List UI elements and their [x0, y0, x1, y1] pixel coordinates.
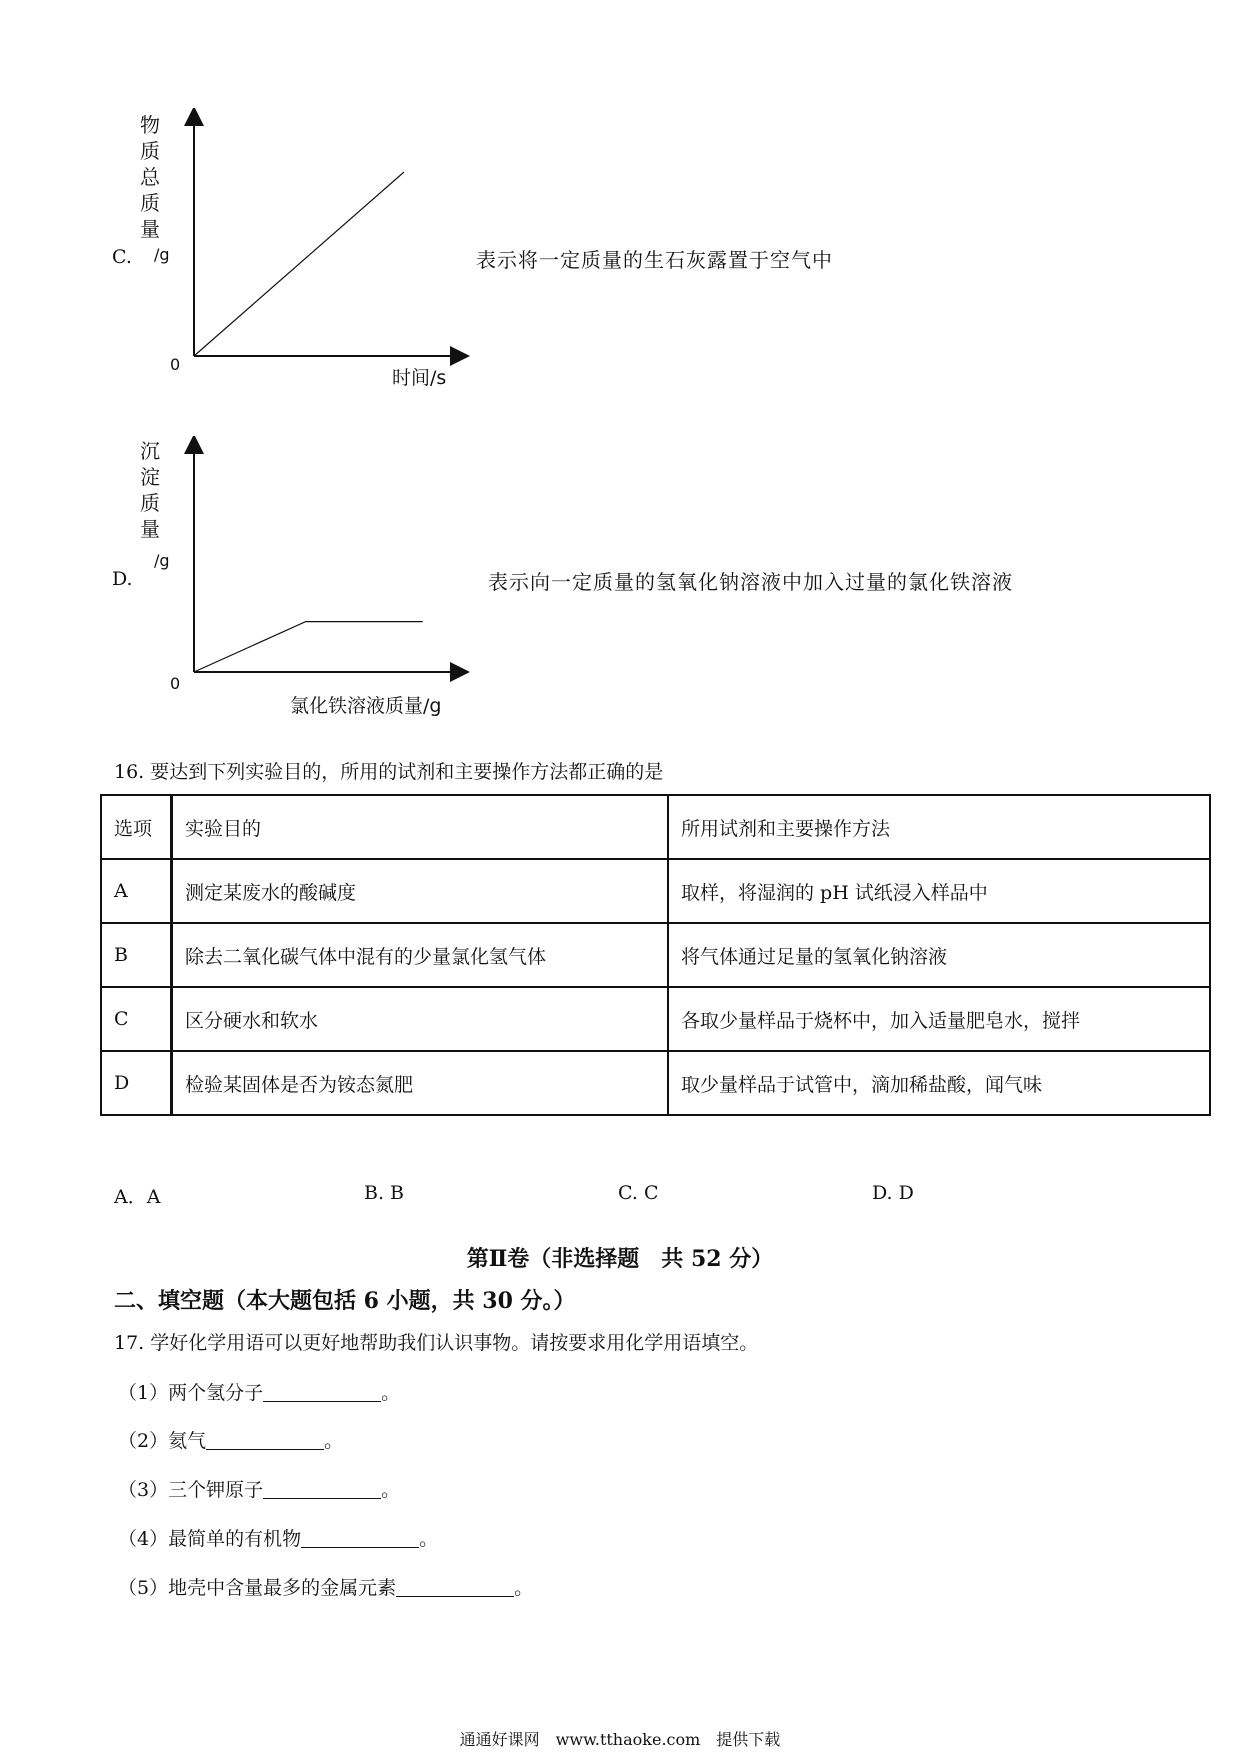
question-16-table [100, 794, 1211, 1116]
y-axis-label-char: 沉 [140, 439, 160, 463]
series-line [194, 622, 423, 672]
row-option: C [101, 987, 172, 1051]
row-method: 取少量样品于试管中，滴加稀盐酸，闻气味 [668, 1051, 1210, 1115]
y-axis-label-char: 量 [140, 517, 160, 541]
table-row [101, 859, 1210, 923]
y-axis-label-char: 质 [140, 139, 160, 163]
origin-label: 0 [170, 674, 181, 693]
option-d-chart [140, 436, 480, 726]
y-axis-label [140, 439, 160, 541]
option-c-caption: 表示将一定质量的生石灰露置于空气中 [476, 248, 833, 272]
x-axis-label: 时间/s [392, 367, 447, 389]
y-axis-label-char: 淀 [140, 465, 160, 489]
row-method: 将气体通过足量的氢氧化钠溶液 [668, 923, 1210, 987]
table-row [101, 1051, 1210, 1115]
choice-d[interactable]: D. D [872, 1182, 914, 1204]
origin-label: 0 [170, 355, 181, 374]
fill-item [118, 1426, 343, 1453]
row-purpose: 测定某废水的酸碱度 [172, 859, 669, 923]
question-16-stem: 16. 要达到下列实验目的，所用的试剂和主要操作方法都正确的是 [114, 761, 664, 783]
header-purpose: 实验目的 [172, 795, 669, 859]
row-purpose: 区分硬水和软水 [172, 987, 669, 1051]
fill-item [118, 1378, 400, 1405]
answer-blank[interactable] [396, 1576, 514, 1597]
fill-item-label: （5）地壳中含量最多的金属元素 [118, 1577, 397, 1599]
table-row [101, 987, 1210, 1051]
part-2-title: 第Ⅱ卷（非选择题 共 52 分） [466, 1246, 774, 1272]
row-option: D [101, 1051, 172, 1115]
fill-item-end: 。 [381, 1479, 401, 1501]
y-axis-unit: /g [154, 551, 170, 570]
question-17-stem: 17. 学好化学用语可以更好地帮助我们认识事物。请按要求用化学用语填空。 [114, 1332, 759, 1354]
header-method: 所用试剂和主要操作方法 [668, 795, 1210, 859]
option-d-letter: D. [112, 568, 133, 590]
y-axis-label-char: 量 [140, 217, 160, 241]
fill-item [118, 1524, 438, 1551]
fill-item-end: 。 [419, 1528, 439, 1550]
row-method: 取样，将湿润的 pH 试纸浸入样品中 [668, 859, 1210, 923]
option-d-caption: 表示向一定质量的氢氧化钠溶液中加入过量的氯化铁溶液 [488, 570, 1013, 594]
table-header-row [101, 795, 1210, 859]
answer-blank[interactable] [263, 1381, 381, 1402]
section-title: 二、填空题（本大题包括 6 小题，共 30 分。） [114, 1288, 576, 1314]
option-c-chart [140, 108, 480, 398]
fill-item-label: （3）三个钾原子 [118, 1479, 264, 1501]
y-axis-unit: /g [154, 245, 170, 264]
y-axis-label-char: 质 [140, 191, 160, 215]
option-c-letter: C. [112, 246, 132, 268]
fill-item-label: （4）最简单的有机物 [118, 1528, 302, 1550]
row-method: 各取少量样品于烧杯中，加入适量肥皂水，搅拌 [668, 987, 1210, 1051]
fill-item-end: 。 [381, 1382, 401, 1404]
series-line [194, 172, 404, 356]
y-axis-label-char: 质 [140, 491, 160, 515]
x-axis-label: 氯化铁溶液质量/g [290, 695, 442, 717]
y-axis-label-char: 物 [140, 113, 160, 137]
fill-item-end: 。 [324, 1430, 344, 1452]
row-purpose: 检验某固体是否为铵态氮肥 [172, 1051, 669, 1115]
choice-c[interactable]: C. C [618, 1182, 659, 1204]
fill-item-end: 。 [514, 1577, 534, 1599]
y-axis-label-char: 总 [140, 165, 160, 189]
answer-blank[interactable] [206, 1429, 324, 1450]
header-option: 选项 [101, 795, 172, 859]
row-option: B [101, 923, 172, 987]
fill-item [118, 1573, 533, 1600]
fill-item-label: （1）两个氢分子 [118, 1382, 264, 1404]
choice-a[interactable]: A．A [114, 1186, 161, 1208]
choice-b[interactable]: B. B [364, 1182, 405, 1204]
row-purpose: 除去二氧化碳气体中混有的少量氯化氢气体 [172, 923, 669, 987]
y-axis-label [140, 113, 161, 241]
fill-item-label: （2）氦气 [118, 1430, 207, 1452]
page-footer: 通通好课网 www.tthaoke.com 提供下载 [459, 1730, 781, 1749]
fill-item [118, 1475, 400, 1502]
table-row [101, 923, 1210, 987]
answer-blank[interactable] [301, 1527, 419, 1548]
answer-blank[interactable] [263, 1478, 381, 1499]
row-option: A [101, 859, 172, 923]
